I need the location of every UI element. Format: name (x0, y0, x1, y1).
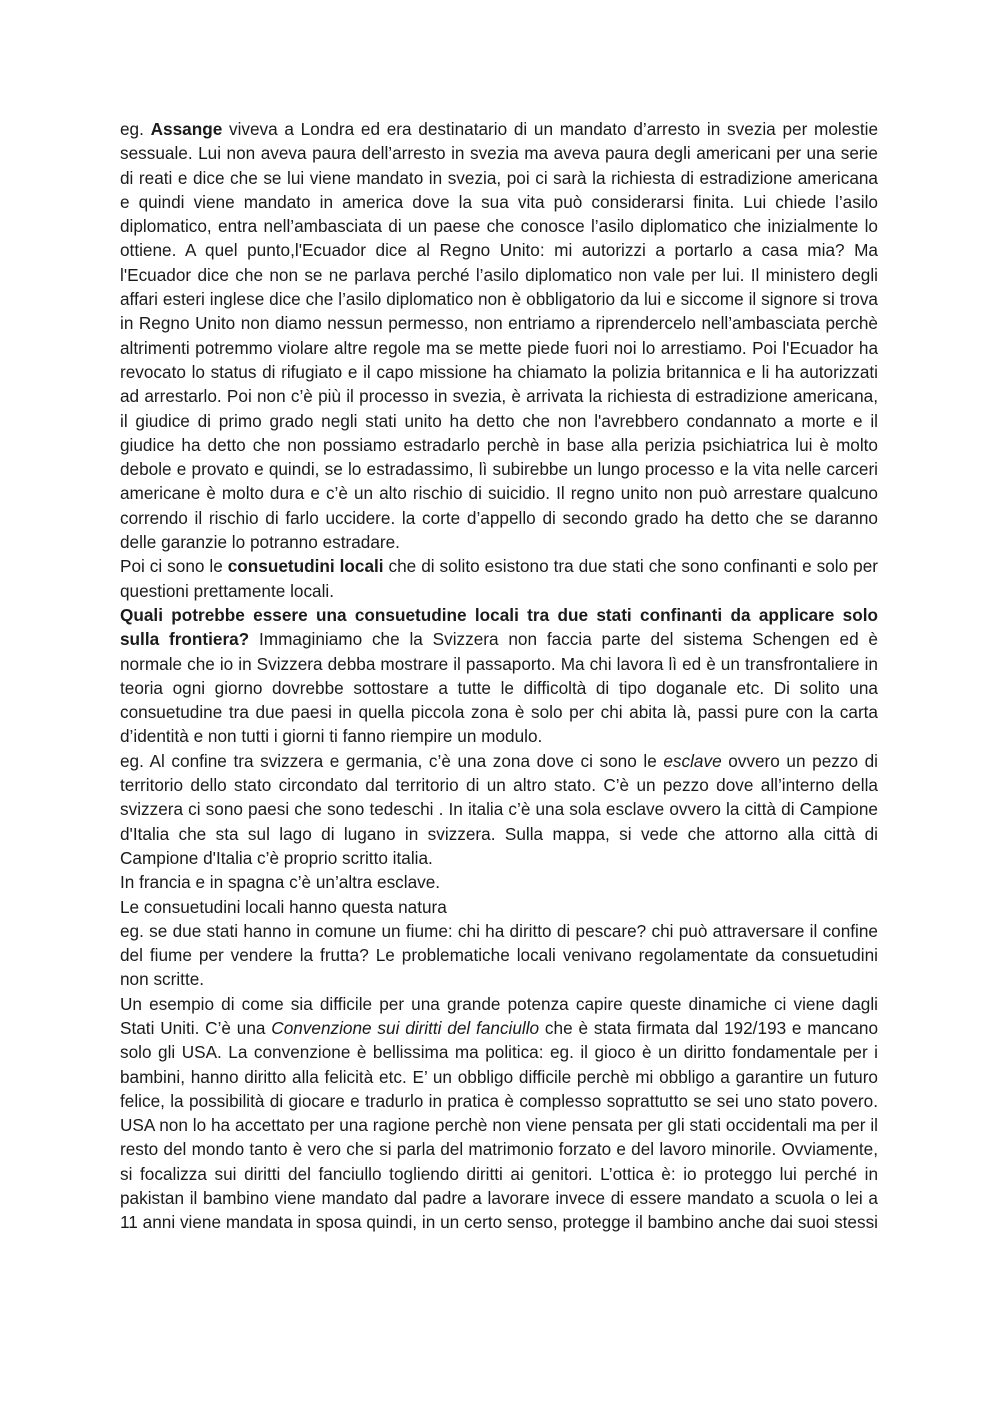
text-segment: eg. Al confine tra svizzera e germania, c’è una zona dove ci sono le (120, 750, 664, 771)
text-segment: Un esempio di come sia difficile per una grande potenza capire queste dinamiche ci viene dagli Stati Uniti. C’è una (120, 993, 878, 1038)
paragraph-frontiera (120, 603, 878, 749)
paragraph-natura (120, 895, 878, 919)
italic-term-esclave: esclave (663, 750, 722, 771)
text-segment: Le consuetudini locali hanno questa natura (120, 896, 447, 917)
text-segment: che di solito esistono tra due stati che sono confinanti e solo per questioni prettamente locali. (120, 556, 878, 601)
text-segment: che è stata firmata dal 192/193 e mancano solo gli USA. La convenzione è bellissima ma politica: eg. il gioco è un diritto fondamentale per i bambini, hanno diritto alla felicità etc. E’ un obbligo difficile perchè mi obbligo a garantire un futuro felice, la possibilità di giocare e tradurlo in pratica è complesso soprattutto se sei uno stato povero. USA non lo ha accettato per una ragione perchè non viene pensata per gli stati occidentali ma per il resto del mondo tanto è vero che si parla del matrimonio forzato e del lavoro minorile. Ovviamente, si focalizza sui diritti del fanciullo togliendo diritti ai genitori. L’ottica è: io proteggo lui perché in pakistan il bambino viene mandato dal padre a lavorare invece di essere mandato a scuola o lei a 11 anni viene mandata in sposa quindi, in un certo senso, protegge il bambino anche dai suoi stessi (120, 1017, 879, 1233)
paragraph-esclave (120, 749, 878, 870)
text-segment: eg. se due stati hanno in comune un fiume: chi ha diritto di pescare? chi può attraversare il confine del fiume per vendere la frutta? Le problematiche locali venivano regolamentate da consuetudini non scritte. (120, 920, 878, 990)
text-segment: ovvero un pezzo di territorio dello stato circondato dal territorio di un altro stato. C’è un pezzo dove all’interno della svizzera ci sono paesi che sono tedeschi . In italia c’è una sola esclave ovvero la città di Campione d'Italia che sta sul lago di lugano in svizzera. Sulla mappa, si vede che attorno alla città di Campione d'Italia c’è proprio scritto italia. (120, 750, 878, 868)
paragraph-consuetudini-locali (120, 554, 878, 603)
paragraph-francia-spagna (120, 870, 878, 894)
document-page (120, 117, 878, 1235)
paragraph-fiume (120, 919, 878, 992)
bold-term-consuetudini-locali: consuetudini locali (227, 556, 384, 577)
paragraph-convenzione (120, 992, 878, 1235)
bold-question-frontiera: Quali potrebbe essere una consuetudine locali tra due stati confinanti da applicare solo sulla frontiera? (120, 604, 878, 650)
italic-title-convenzione: Convenzione sui diritti del fanciullo (271, 1017, 540, 1038)
paragraph-assange (120, 117, 878, 554)
text-segment: viveva a Londra ed era destinatario di un mandato d’arresto in svezia per molestie sessuale. Lui non aveva paura dell’arresto in svezia ma aveva paura degli americani per una serie di reati e dice che se lui viene mandato in svezia, poi ci sarà la richiesta di estradizione americana e quindi viene mandato in america dove la sua vita può considerarsi finita. Lui chiede l’asilo diplomatico, entra nell’ambasciata di un paese che conosce l’asilo diplomatico che inizialmente lo ottiene. A quel punto,l'Ecuador dice al Regno Unito: mi autorizzi a portarlo a casa mia? Ma l'Ecuador dice che non se ne parlava perché l’asilo diplomatico non vale per lui. Il ministero degli affari esteri inglese dice che l’asilo diplomatico non è obbligatorio da lui e siccome il signore si trova in Regno Unito non diamo nessun permesso, non entriamo a riprendercelo nell’ambasciata perchè altrimenti potremmo violare altre regole ma se mette piede fuori noi lo arrestiamo. Poi l'Ecuador ha revocato lo status di rifugiato e il capo missione ha chiamato la polizia britannica e li ha autorizzati ad arrestarlo. Poi non c’è più il processo in svezia, è arrivata la richiesta di estradizione americana, il giudice di primo grado negli stati unito ha detto che non l'avrebbero condannato a morte e il giudice ha detto che non possiamo estradarlo perchè in base alla perizia psichiatrica lui è molto debole e provato e quindi, se lo estradassimo, lì subirebbe un lungo processo e la vita nelle carceri americane è molto dura e c’è un alto rischio di suicidio. Il regno unito non può arrestare qualcuno correndo il rischio di farlo uccidere. la corte d’appello di secondo grado ha detto che se daranno delle garanzie lo potranno estradare. (120, 119, 878, 553)
text-segment: Immaginiamo che la Svizzera non faccia parte del sistema Schengen ed è normale che io in Svizzera debba mostrare il passaporto. Ma chi lavora lì ed è un transfrontaliere in teoria ogni giorno dovrebbe sottostare a tutte le difficoltà di tipo doganale etc. Di solito una consuetudine tra due paesi in quella piccola zona è solo per chi abita là, passi pure con la carta d’identità e non tutti i giorni ti fanno riempire un modulo. (120, 629, 878, 747)
bold-term-assange: Assange (150, 119, 223, 139)
text-segment: Poi ci sono le (120, 556, 228, 577)
text-segment: In francia e in spagna c’è un’altra esclave. (120, 872, 441, 893)
text-segment: eg. (120, 119, 151, 139)
